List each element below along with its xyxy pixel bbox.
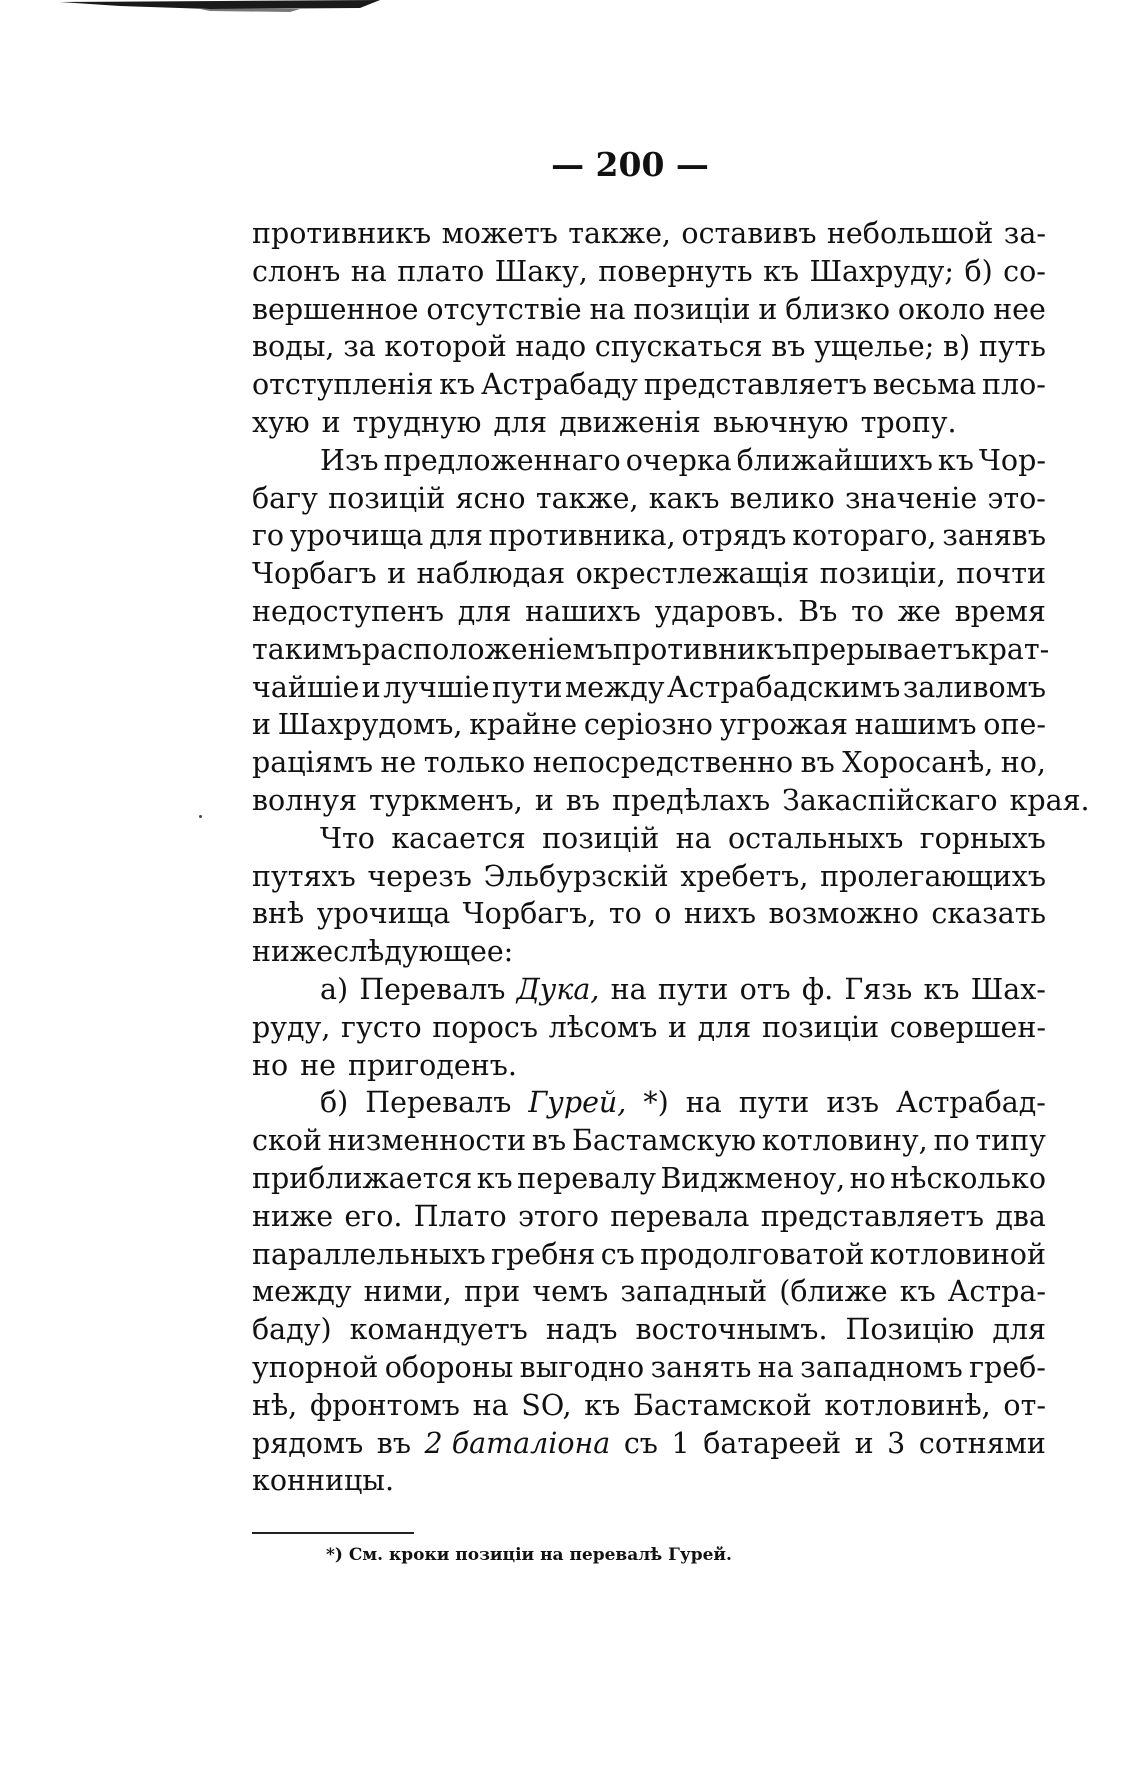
word: на: [589, 292, 626, 326]
word: пути: [657, 972, 729, 1006]
word: восточнымъ.: [635, 1313, 828, 1347]
word: Шаку,: [494, 254, 588, 288]
word: нѣсколько: [890, 1161, 1046, 1195]
word: весьма: [872, 368, 977, 402]
word: перевала: [610, 1199, 750, 1233]
word: на: [757, 1350, 794, 1384]
word: пути: [738, 1086, 810, 1120]
word: и: [387, 557, 407, 591]
word: урочища: [289, 519, 424, 553]
word: на: [685, 1086, 722, 1120]
word: пути: [491, 670, 563, 704]
word: значеніе: [844, 481, 978, 515]
word: для: [992, 1313, 1046, 1347]
word: только: [423, 746, 526, 780]
word: позицій: [542, 821, 660, 855]
word: Виджменоу,: [660, 1161, 846, 1195]
word: со-: [1003, 254, 1046, 288]
word: два: [995, 1199, 1046, 1233]
word: лучшіе: [383, 670, 490, 704]
word: въ: [771, 330, 806, 364]
word: ской: [252, 1124, 322, 1158]
word: Эльбурзскій: [483, 859, 669, 893]
word: къ: [439, 368, 476, 402]
word: нихъ: [683, 897, 757, 931]
text-line: [252, 782, 1090, 820]
word: (ближе: [779, 1275, 888, 1309]
text-line: [252, 1462, 1046, 1500]
word: гребня: [491, 1237, 596, 1271]
word: въ: [376, 1426, 411, 1460]
word: небольшой: [826, 217, 994, 250]
word: выгодно: [519, 1350, 645, 1384]
word: котораго,: [792, 519, 937, 553]
word: къ: [476, 1161, 513, 1195]
word: спускаться: [594, 330, 763, 364]
text-line: [252, 971, 1046, 1009]
body-text: [252, 215, 1090, 1500]
text-line: [252, 669, 1046, 707]
word: урочища: [316, 897, 451, 931]
word: чемъ: [532, 1275, 609, 1309]
text-line: [252, 291, 1046, 329]
word: на: [472, 1388, 509, 1422]
word: опе-: [983, 708, 1046, 742]
word: Перевалъ: [359, 972, 506, 1006]
word: также,: [535, 481, 639, 515]
word: командуетъ: [349, 1313, 528, 1347]
word: вьючную: [712, 405, 849, 439]
text-line: [252, 480, 1046, 518]
word: батареей: [703, 1426, 842, 1460]
word: окрестлежащія: [575, 557, 810, 591]
word: надо: [515, 330, 587, 364]
word: позиціи: [761, 1010, 880, 1044]
word: отъ: [739, 972, 791, 1006]
word: и: [758, 292, 778, 326]
word: и: [667, 1010, 687, 1044]
text-line: [252, 933, 1046, 971]
word: Чорбагъ,: [462, 897, 597, 931]
text-line: [252, 706, 1046, 744]
word: параллельныхъ: [252, 1237, 486, 1271]
page-number: — 200 —: [551, 145, 709, 184]
word: Астрабадскимъ: [667, 670, 901, 704]
word: надъ: [545, 1313, 618, 1347]
word: но: [849, 1161, 886, 1195]
word: отсутствіе: [426, 292, 582, 326]
word: отступленія: [252, 368, 434, 402]
word: воды,: [252, 330, 335, 364]
word: позиціи: [633, 292, 751, 326]
word: нашимъ: [854, 708, 977, 742]
word: около: [897, 292, 986, 326]
word: упорной: [252, 1350, 379, 1384]
word: Перевалъ: [365, 1086, 512, 1120]
word: баду): [252, 1313, 332, 1347]
word: расположеніемъ: [361, 632, 613, 666]
word: западномъ: [800, 1350, 963, 1384]
text-line: [252, 1311, 1046, 1349]
text-line: [252, 1084, 1046, 1122]
word: ясно: [455, 481, 526, 515]
word: ф.: [801, 972, 834, 1006]
text-line: [252, 1009, 1046, 1047]
word: Дука,: [516, 972, 600, 1006]
word: то: [851, 594, 885, 628]
word: при: [463, 1275, 521, 1309]
word: обороны: [384, 1350, 514, 1384]
word: предложеннаго: [383, 443, 621, 477]
word: предѣлахъ: [611, 783, 771, 817]
word: хребетъ,: [680, 859, 809, 893]
word: ними,: [363, 1275, 452, 1309]
word: Астрабаду: [480, 368, 638, 402]
word: ущелье;: [814, 330, 935, 364]
word: противникъ: [252, 217, 432, 250]
text-line: [252, 1425, 1046, 1463]
word: недоступенъ: [252, 594, 445, 628]
word: же: [897, 594, 941, 628]
word: противникъ: [612, 632, 793, 666]
word: 3: [887, 1426, 906, 1460]
word: чайшіе: [252, 670, 360, 704]
word: б): [964, 254, 993, 288]
word: для: [429, 519, 483, 553]
word: очерка: [625, 443, 732, 477]
word: представляетъ: [760, 1199, 985, 1233]
word: 1: [671, 1426, 690, 1460]
text-line: [252, 442, 1046, 480]
text-line: [252, 820, 1046, 858]
word: волнуя: [252, 783, 358, 817]
word: Позицію: [845, 1313, 975, 1347]
word: ниже: [252, 1199, 334, 1233]
word: пригоденъ.: [347, 1048, 517, 1082]
footnote-rule: [252, 1532, 414, 1534]
word: непосредственно: [532, 746, 794, 780]
word: SO,: [521, 1388, 572, 1422]
word: туркменъ,: [369, 783, 523, 817]
word: къ: [763, 254, 800, 288]
word: этого: [517, 1199, 599, 1233]
word: на: [350, 254, 387, 288]
word: густо: [341, 1010, 422, 1044]
word: и: [252, 708, 271, 742]
word: прерываетъ: [792, 632, 971, 666]
word: возможно: [768, 897, 919, 931]
text-line: [252, 1349, 1046, 1387]
word: занявъ: [942, 519, 1046, 553]
word: между: [564, 670, 665, 704]
word: го: [252, 519, 285, 553]
word: такимъ: [252, 632, 362, 666]
word: Чорбагъ: [252, 557, 377, 591]
word: Бастамской: [632, 1388, 812, 1422]
word: можетъ: [441, 217, 558, 250]
word: позицій: [328, 481, 446, 515]
word: хую: [252, 405, 310, 439]
text-line: [252, 858, 1046, 896]
text-line: [252, 1387, 1046, 1425]
word: 2 баталіона: [424, 1426, 611, 1460]
word: въ: [565, 783, 600, 817]
word: но: [252, 1048, 289, 1082]
word: касается: [391, 821, 526, 855]
text-line: [252, 404, 1046, 442]
word: за-: [1003, 217, 1046, 250]
word: котловинѣ,: [824, 1388, 991, 1422]
word: слонъ: [252, 254, 341, 288]
word: котловиной: [869, 1237, 1046, 1271]
word: Въ: [798, 594, 838, 628]
word: греб-: [969, 1350, 1046, 1384]
word: крат-: [970, 632, 1050, 666]
word: въ: [800, 746, 835, 780]
word: трудную: [352, 405, 482, 439]
word: къ: [923, 972, 960, 1006]
word: путь: [978, 330, 1046, 364]
word: и: [854, 1426, 874, 1460]
word: края.: [1009, 783, 1090, 817]
word: низменности: [327, 1124, 527, 1158]
word: серіозно: [583, 708, 713, 742]
word: близко: [785, 292, 891, 326]
word: какъ: [648, 481, 720, 515]
word: на: [610, 972, 647, 1006]
word: отрядъ: [681, 519, 787, 553]
word: перевалу: [517, 1161, 657, 1195]
word: за: [343, 330, 376, 364]
word: не: [300, 1048, 336, 1082]
word: а): [320, 972, 349, 1006]
word: между: [252, 1275, 352, 1309]
word: его.: [344, 1199, 403, 1233]
word: от-: [1003, 1388, 1046, 1422]
text-line: [252, 744, 1046, 782]
word: велико: [729, 481, 835, 515]
word: и: [321, 405, 341, 439]
text-line: [252, 895, 1046, 933]
word: нашихъ: [525, 594, 641, 628]
word: ударовъ.: [654, 594, 785, 628]
text-line: [252, 1198, 1046, 1236]
word: плато: [397, 254, 485, 288]
word: Закаспійскаго: [782, 783, 998, 817]
word: для: [697, 1010, 752, 1044]
text-line: [252, 1160, 1046, 1198]
word: съ: [600, 1237, 635, 1271]
text-line: [252, 1273, 1046, 1311]
ink-smudge: [60, 0, 380, 14]
word: въ: [531, 1124, 567, 1158]
word: ближайшихъ: [736, 443, 933, 477]
word: и: [361, 670, 381, 704]
text-line: [252, 1047, 1046, 1085]
word: не: [380, 746, 417, 780]
word: Чор-: [978, 443, 1046, 477]
word: западный: [620, 1275, 768, 1309]
word: позиціи,: [819, 557, 946, 591]
word: Шахрудомъ,: [277, 708, 463, 742]
word: нее: [993, 292, 1046, 326]
word: которой: [384, 330, 507, 364]
word: нѣ,: [252, 1388, 298, 1422]
word: лѣсомъ: [548, 1010, 658, 1044]
word: остальныхъ: [727, 821, 904, 855]
text-line: [252, 593, 1046, 631]
word: поросъ: [432, 1010, 538, 1044]
word: Астрабад-: [896, 1086, 1046, 1120]
word: совершен-: [889, 1010, 1046, 1044]
word: къ: [584, 1388, 621, 1422]
text-line: [252, 215, 1046, 253]
word: путяхъ: [252, 859, 356, 893]
word: Гязь: [844, 972, 913, 1006]
word: сказать: [931, 897, 1046, 931]
margin-dot: [199, 815, 202, 818]
word: повернуть: [598, 254, 753, 288]
word: изъ: [826, 1086, 880, 1120]
text-line: [252, 366, 1046, 404]
word: *): [643, 1086, 669, 1120]
word: пло-: [982, 368, 1046, 402]
word: крайне: [469, 708, 578, 742]
word: продолговатой: [640, 1237, 865, 1271]
word: багу: [252, 481, 318, 515]
word: и: [534, 783, 554, 817]
word: заливомъ: [902, 670, 1046, 704]
word: по: [933, 1124, 970, 1158]
word: типу: [975, 1124, 1046, 1158]
footnote: *) См. кроки позиціи на перевалѣ Гурей.: [326, 1545, 732, 1565]
word: Что: [320, 821, 375, 855]
text-line: [252, 253, 1046, 291]
word: для: [493, 405, 548, 439]
word: оставивъ: [681, 217, 817, 250]
word: Гурей,: [528, 1086, 627, 1120]
word: фронтомъ: [309, 1388, 460, 1422]
word: сотнями: [918, 1426, 1046, 1460]
text-line: [252, 328, 1046, 366]
word: тропу.: [860, 405, 957, 439]
word: черезъ: [367, 859, 472, 893]
word: конницы.: [252, 1464, 395, 1498]
word: представляетъ: [643, 368, 867, 402]
word: на: [675, 821, 712, 855]
word: пролегающихъ: [820, 859, 1046, 893]
word: къ: [937, 443, 974, 477]
word: горныхъ: [919, 821, 1046, 855]
word: время: [954, 594, 1046, 628]
word: то: [608, 897, 642, 931]
word: Бастамскую: [571, 1124, 757, 1158]
text-line: [252, 555, 1046, 593]
word: Хоросанѣ,: [842, 746, 994, 780]
word: наблюдая: [416, 557, 566, 591]
word: котловину,: [761, 1124, 928, 1158]
word: Плато: [413, 1199, 507, 1233]
word: угрожая: [719, 708, 848, 742]
text-line: [252, 1122, 1046, 1160]
word: движенія: [559, 405, 701, 439]
word: почти: [956, 557, 1046, 591]
word: в): [943, 330, 971, 364]
word: рядомъ: [252, 1426, 364, 1460]
word: нижеслѣдующее:: [252, 935, 514, 969]
word: Астра-: [947, 1275, 1046, 1309]
word: раціямъ: [252, 746, 373, 780]
word: Изъ: [320, 443, 379, 477]
text-line: [252, 631, 1050, 669]
word: также,: [568, 217, 671, 250]
word: вершенное: [252, 292, 419, 326]
word: внѣ: [252, 897, 305, 931]
word: къ: [899, 1275, 936, 1309]
word: о: [654, 897, 672, 931]
word: для: [457, 594, 512, 628]
word: приближается: [252, 1161, 473, 1195]
word: противника,: [488, 519, 676, 553]
text-line: [252, 517, 1046, 555]
word: занять: [650, 1350, 752, 1384]
word: Шах-: [970, 972, 1046, 1006]
word: это-: [987, 481, 1046, 515]
word: руду,: [252, 1010, 331, 1044]
word: съ: [623, 1426, 658, 1460]
word: но,: [1000, 746, 1046, 780]
text-line: [252, 1236, 1046, 1274]
word: Шахруду;: [809, 254, 955, 288]
word: б): [320, 1086, 349, 1120]
